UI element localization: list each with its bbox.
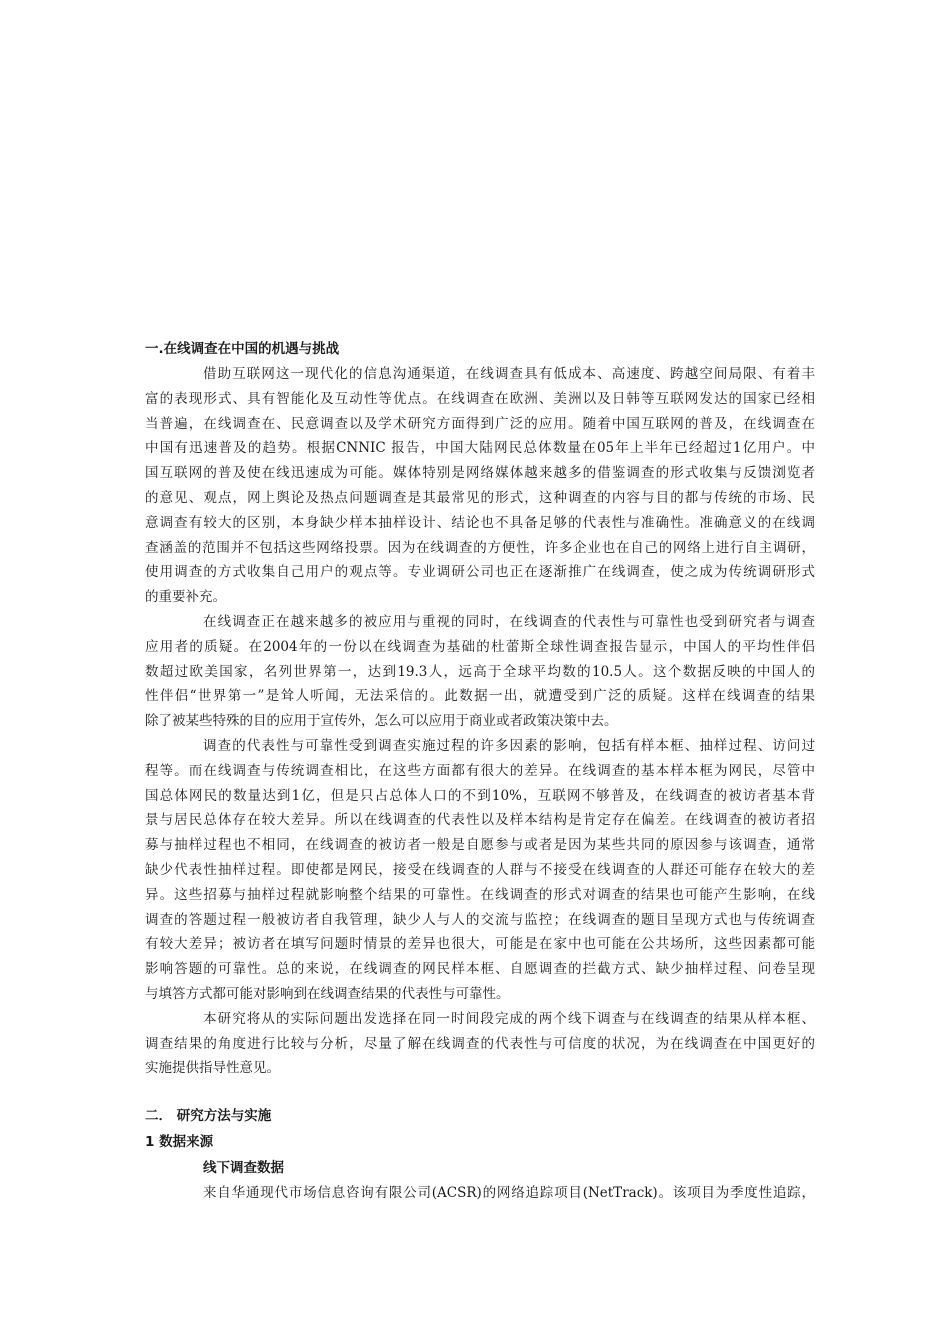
text-line: 本研究将从的实际问题出发选择在同一时间段完成的两个线下调查与在线调查的结果从样本框、 bbox=[203, 1010, 815, 1027]
subsection-heading: 1 数据来源 bbox=[145, 1134, 214, 1151]
text-line: 与填答方式都可能对影响到在线调查结果的代表性与可靠性。 bbox=[145, 985, 510, 1002]
section-heading-1: 一.在线调查在中国的机遇与挑战 bbox=[145, 341, 340, 357]
section-heading-2: 二． 研究方法与实施 bbox=[145, 1108, 272, 1125]
text-line: 缺少代表性抽样过程。即使都是网民，接受在线调查的人群与不接受在线调查的人群还可能存在较大的差 bbox=[145, 861, 815, 878]
text-line: 数超过欧美国家，名列世界第一，达到19.3人，远高于全球平均数的10.5人。这个数据反映的中国人的 bbox=[145, 663, 815, 680]
subsubsection-heading: 线下调查数据 bbox=[203, 1160, 284, 1177]
text-line: 中国有迅速普及的趋势。根据CNNIC 报告，中国大陆网民总体数量在05年上半年已经超过1亿用户。中 bbox=[145, 440, 815, 457]
text-line: 国总体网民的数量达到1亿，但是只占总体人口的不到10%，互联网不够普及，在线调查的被访者基本背 bbox=[145, 787, 815, 804]
text-line: 富的表现形式、具有智能化及互动性等优点。在线调查在欧洲、美洲以及日韩等互联网发达的国家已经相 bbox=[145, 390, 815, 407]
text-line: 景与居民总体存在较大差异。所以在线调查的代表性以及样本结构是肯定存在偏差。在线调查的被访者招 bbox=[145, 812, 815, 829]
text-line: 性伴侣“世界第一”是耸人听闻，无法采信的。此数据一出，就遭受到广泛的质疑。这样在线调查的结果 bbox=[145, 688, 815, 705]
text-line: 有较大差异；被访者在填写问题时情景的差异也很大，可能是在家中也可能在公共场所，这些因素都可能 bbox=[145, 936, 815, 953]
text-line: 调查结果的角度进行比较与分析，尽量了解在线调查的代表性与可信度的状况，为在线调查在中国更好的 bbox=[145, 1035, 815, 1052]
text-line: 调查的代表性与可靠性受到调查实施过程的许多因素的影响，包括有样本框、抽样过程、访问过 bbox=[203, 737, 815, 754]
text-line: 借助互联网这一现代化的信息沟通渠道，在线调查具有低成本、高速度、跨越空间局限、有着丰 bbox=[203, 366, 815, 382]
text-line: 调查的答题过程一般被访者自我管理，缺少人与人的交流与监控；在线调查的题目呈现方式也与传统调查 bbox=[145, 911, 815, 928]
text-line: 的意见、观点，网上舆论及热点问题调查是其最常见的形式，这种调查的内容与目的都与传统的市场、民 bbox=[145, 489, 815, 506]
text-line: 当普遍，在线调查在、民意调查以及学术研究方面得到广泛的应用。随着中国互联网的普及，在线调查在 bbox=[145, 415, 815, 432]
text-line: 影响答题的可靠性。总的来说，在线调查的网民样本框、自愿调查的拦截方式、缺少抽样过程、问卷呈现 bbox=[145, 961, 815, 978]
text-line: 应用者的质疑。在2004年的一份以在线调查为基础的杜蕾斯全球性调查报告显示，中国人的平均性伴侣 bbox=[145, 638, 815, 655]
section-spacer bbox=[145, 1081, 815, 1103]
text-line: 使用调查的方式收集自己用户的观点等。专业调研公司也正在逐渐推广在线调查，使之成为传统调研形式 bbox=[145, 564, 815, 581]
paragraph-2 bbox=[145, 610, 815, 734]
text-line: 来自华通现代市场信息咨询有限公司(ACSR)的网络追踪项目(NetTrack)。该项目为季度性追踪， bbox=[203, 1185, 815, 1202]
text-line: 实施提供指导性意见。 bbox=[145, 1060, 280, 1077]
text-line: 异。这些招募与抽样过程就影响整个结果的可靠性。在线调查的形式对调查的结果也可能产生影响，在线 bbox=[145, 886, 815, 903]
text-line: 查涵盖的范围并不包括这些网络投票。因为在线调查的方便性，许多企业也在自己的网络上进行自主调研， bbox=[145, 539, 815, 556]
paragraph-3 bbox=[145, 734, 815, 1007]
text-line: 募与抽样过程也不相同，在线调查的被访者一般是自愿参与或者是因为某些共同的原因参与该调查，通常 bbox=[145, 837, 815, 854]
text-line: 意调查有较大的区别，本身缺少样本抽样设计、结论也不具备足够的代表性与准确性。准确意义的在线调 bbox=[145, 514, 815, 531]
paragraph-5 bbox=[145, 1181, 815, 1206]
text-line: 的重要补充。 bbox=[145, 589, 226, 606]
document-body bbox=[145, 336, 815, 1206]
paragraph-4 bbox=[145, 1007, 815, 1081]
paragraph-1 bbox=[145, 362, 815, 610]
text-line: 程等。而在线调查与传统调查相比，在这些方面都有很大的差异。在线调查的基本样本框为网民，尽管中 bbox=[145, 762, 815, 779]
text-line: 除了被某些特殊的目的应用于宣传外，怎么可以应用于商业或者政策决策中去。 bbox=[145, 713, 618, 730]
text-line: 在线调查正在越来越多的被应用与重视的同时，在线调查的代表性与可靠性也受到研究者与调查 bbox=[203, 613, 815, 630]
text-line: 国互联网的普及使在线迅速成为可能。媒体特别是网络媒体越来越多的借鉴调查的形式收集与反馈浏览者 bbox=[145, 465, 815, 482]
